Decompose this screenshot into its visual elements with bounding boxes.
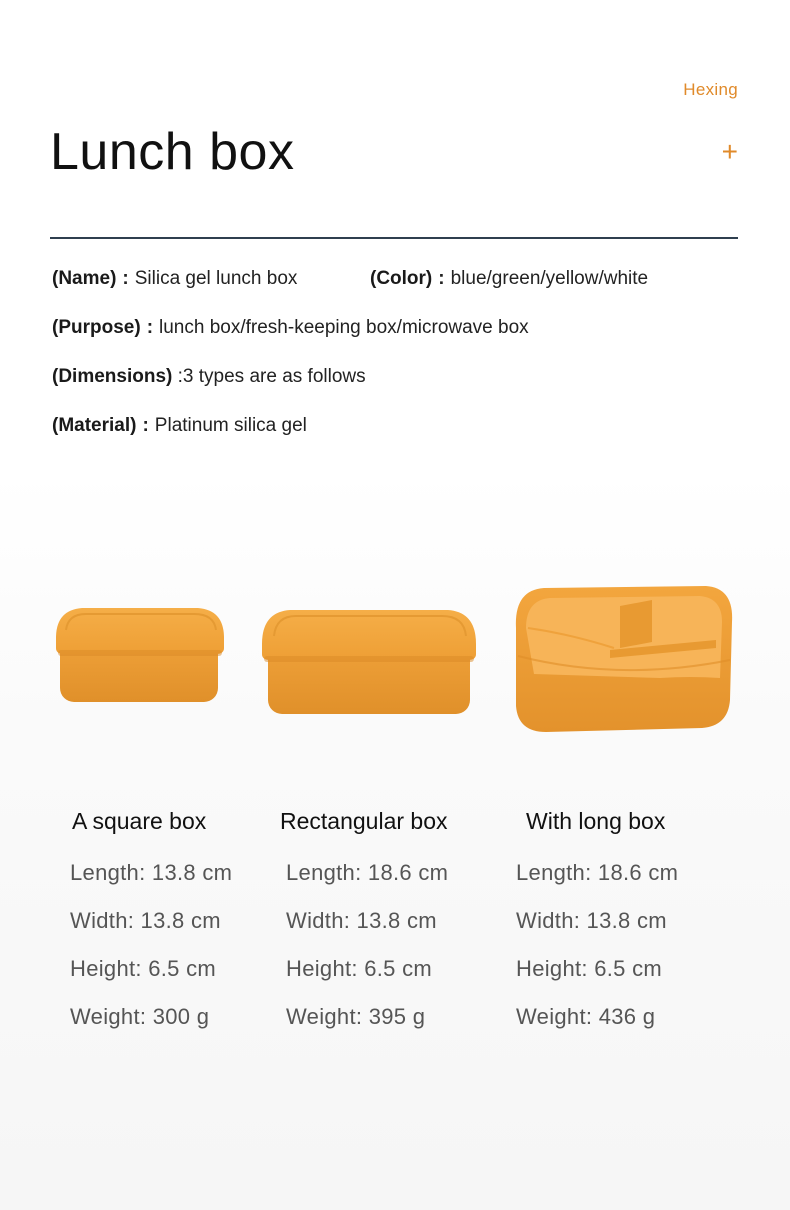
plus-icon[interactable]: +: [721, 136, 738, 167]
spec-name-value: Silica gel lunch box: [134, 268, 298, 289]
page-title: Lunch box: [50, 123, 295, 181]
product-weight: Weight: 436 g: [516, 1004, 656, 1029]
product-column-square: [70, 808, 232, 1041]
product-column-rectangular: [280, 808, 448, 1041]
spec-purpose-label: (Purpose): [52, 317, 141, 338]
product-name: A square box: [72, 808, 207, 834]
spec-name-label: (Name): [52, 268, 117, 289]
product-height: Height: 6.5 cm: [516, 956, 663, 981]
product-height: Height: 6.5 cm: [70, 956, 217, 981]
spec-material-value: Platinum silica gel: [154, 415, 307, 436]
product-width: Width: 13.8 cm: [70, 908, 221, 933]
spec-name: [52, 268, 297, 290]
spec-separator: :: [122, 268, 129, 289]
long-box-image: [510, 582, 738, 734]
product-weight: Weight: 395 g: [286, 1004, 426, 1029]
product-length: Length: 13.8 cm: [70, 860, 233, 885]
spec-purpose: [52, 317, 529, 339]
product-column-long: [516, 808, 678, 1041]
header-divider: [50, 237, 738, 239]
spec-color-value: blue/green/yellow/white: [450, 268, 649, 289]
product-name: With long box: [526, 808, 666, 834]
spec-separator: :: [146, 317, 154, 338]
spec-color: [370, 268, 648, 290]
product-length: Length: 18.6 cm: [516, 860, 679, 885]
product-width: Width: 13.8 cm: [286, 908, 437, 933]
square-box-image: [52, 600, 227, 710]
spec-material: [52, 415, 307, 437]
product-height: Height: 6.5 cm: [286, 956, 433, 981]
spec-purpose-value: lunch box/fresh-keeping box/microwave box: [159, 317, 529, 338]
spec-dimensions: [52, 366, 366, 388]
spec-separator: :: [142, 415, 149, 436]
product-name: Rectangular box: [280, 808, 448, 834]
product-width: Width: 13.8 cm: [516, 908, 667, 933]
brand-label: Hexing: [683, 80, 738, 99]
spec-color-label: (Color): [370, 268, 433, 289]
product-length: Length: 18.6 cm: [286, 860, 449, 885]
product-weight: Weight: 300 g: [70, 1004, 210, 1029]
rectangular-box-image: [258, 600, 480, 720]
spec-material-label: (Material): [52, 415, 137, 436]
spec-separator: :: [438, 268, 445, 289]
spec-dimensions-label: (Dimensions): [52, 366, 173, 387]
spec-dimensions-value: :3 types are as follows: [177, 366, 366, 387]
